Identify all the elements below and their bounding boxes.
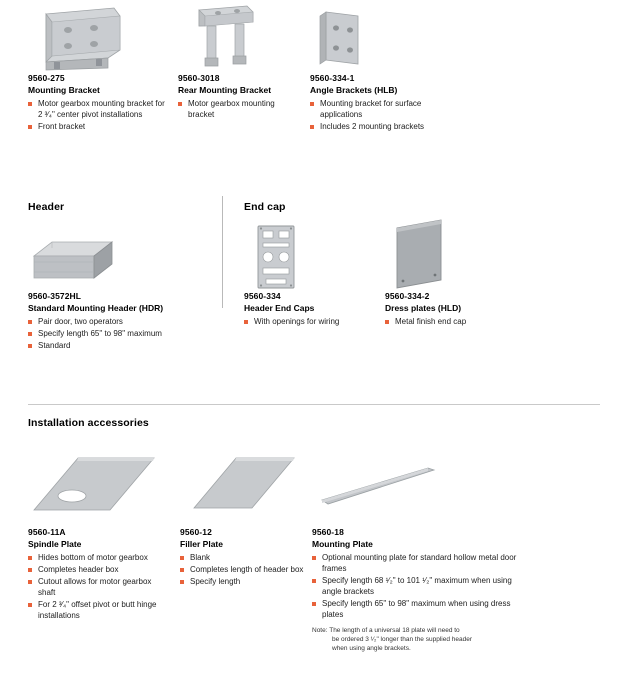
angle-bracket-image xyxy=(310,8,374,70)
product-9560-334-1 xyxy=(310,72,460,133)
product-name: Dress plates (HLD) xyxy=(385,303,462,313)
list-item: For 2 ³⁄₄" offset pivot or butt hinge installations xyxy=(28,599,168,621)
product-9560-18 xyxy=(312,526,517,653)
product-note xyxy=(312,626,517,653)
list-item: Mounting bracket for surface applications xyxy=(310,98,460,120)
product-code: 9560-334-2 xyxy=(385,291,430,301)
product-bullets xyxy=(178,98,303,120)
list-item: Completes length of header box xyxy=(180,564,305,575)
list-item: Pair door, two operators xyxy=(28,316,213,327)
list-item: Specify length 65" to 98" maximum xyxy=(28,328,213,339)
product-name: Rear Mounting Bracket xyxy=(178,85,272,95)
product-9560-334 xyxy=(244,290,369,328)
product-name: Mounting Plate xyxy=(312,539,373,549)
vertical-divider xyxy=(222,196,223,308)
list-item: Optional mounting plate for standard hollow metal door frames xyxy=(312,552,517,574)
section-heading-endcap: End cap xyxy=(244,201,286,213)
product-bullets xyxy=(244,316,369,327)
product-bullets xyxy=(385,316,535,327)
product-bullets xyxy=(28,98,168,132)
product-bullets xyxy=(28,316,213,351)
list-item: Cutout allows for motor gearbox shaft xyxy=(28,576,168,598)
product-code: 9560-334 xyxy=(244,291,281,301)
product-9560-11A xyxy=(28,526,168,622)
product-name: Mounting Bracket xyxy=(28,85,100,95)
list-item: Metal finish end cap xyxy=(385,316,535,327)
list-item: Includes 2 mounting brackets xyxy=(310,121,460,132)
list-item: Specify length 65" to 98" maximum when using dress plates xyxy=(312,598,517,620)
list-item: Motor gearbox mounting bracket for 2 ³⁄₄" center pivot installations xyxy=(28,98,168,120)
product-bullets xyxy=(312,552,517,620)
product-code: 9560-12 xyxy=(180,527,212,537)
list-item: Front bracket xyxy=(28,121,168,132)
list-item: With openings for wiring xyxy=(244,316,369,327)
section-heading-install: Installation accessories xyxy=(28,417,149,429)
filler-plate-image xyxy=(190,452,300,518)
product-name: Angle Brackets (HLB) xyxy=(310,85,398,95)
product-9560-3572HL xyxy=(28,290,213,352)
section-heading-header: Header xyxy=(28,201,65,213)
product-9560-3018 xyxy=(178,72,303,121)
product-code: 9560-3018 xyxy=(178,73,220,83)
header-end-cap-image xyxy=(250,222,302,292)
product-9560-275 xyxy=(28,72,168,133)
product-bullets xyxy=(28,552,168,621)
mounting-bracket-image xyxy=(24,6,134,72)
header-extrusion-image xyxy=(28,226,124,288)
product-code: 9560-334-1 xyxy=(310,73,355,83)
product-name: Filler Plate xyxy=(180,539,223,549)
list-item: Specify length 68 ¹⁄₂" to 101 ¹⁄₂" maximum when using angle brackets xyxy=(312,575,517,597)
dress-plate-image xyxy=(389,218,451,290)
list-item: Blank xyxy=(180,552,305,563)
list-item: Standard xyxy=(28,340,213,351)
product-code: 9560-18 xyxy=(312,527,344,537)
product-code: 9560-275 xyxy=(28,73,65,83)
product-code: 9560-11A xyxy=(28,527,66,537)
rear-mounting-bracket-image xyxy=(185,4,265,72)
product-name: Header End Caps xyxy=(244,303,315,313)
list-item: Specify length xyxy=(180,576,305,587)
note-line-3: when using angle brackets. xyxy=(332,645,411,652)
product-bullets xyxy=(180,552,305,587)
product-name: Standard Mounting Header (HDR) xyxy=(28,303,164,313)
note-line-2: be ordered 3 ¹⁄₂" longer than the supplied header xyxy=(332,636,472,643)
list-item: Motor gearbox mounting bracket xyxy=(178,98,303,120)
spindle-plate-image xyxy=(30,452,160,518)
note-line-1: Note: The length of a universal 18 plate will need to xyxy=(312,627,460,634)
product-9560-12 xyxy=(180,526,305,588)
product-name: Spindle Plate xyxy=(28,539,82,549)
list-item: Completes header box xyxy=(28,564,168,575)
section-divider xyxy=(28,404,600,405)
product-bullets xyxy=(310,98,460,132)
product-code: 9560-3572HL xyxy=(28,291,82,301)
product-9560-334-2 xyxy=(385,290,535,328)
list-item: Hides bottom of motor gearbox xyxy=(28,552,168,563)
mounting-plate-image xyxy=(318,460,438,510)
